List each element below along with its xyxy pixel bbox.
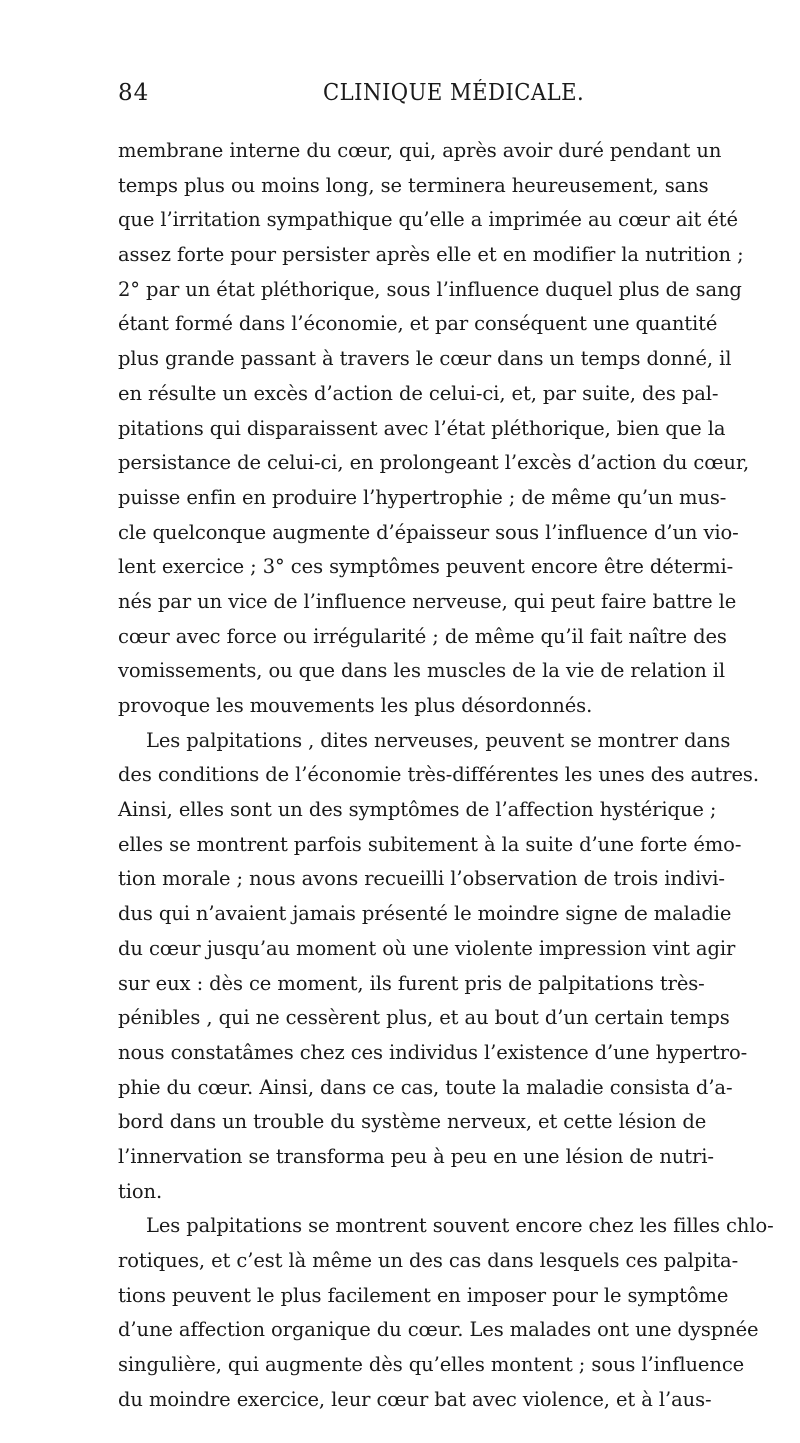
text-line: Les palpitations se montrent souvent encore chez les filles chlo- (146, 1214, 774, 1238)
text-line: elles se montrent parfois subitement à la suite d’une forte émo- (118, 832, 742, 856)
text-line: tions peuvent le plus facilement en imposer pour le symptôme (118, 1283, 729, 1307)
page-header (118, 80, 670, 120)
text-line: étant formé dans l’économie, et par conséquent une quantité (118, 312, 718, 336)
text-line: lent exercice ; 3° ces symptômes peuvent encore être détermi- (118, 555, 734, 579)
text-line: 2° par un état pléthorique, sous l’influence duquel plus de sang (118, 277, 742, 301)
text-line: nous constatâmes chez ces individus l’existence d’une hypertro- (118, 1040, 748, 1064)
text-line: puisse enfin en produire l’hypertrophie ; de même qu’un mus- (118, 485, 727, 509)
text-line: des conditions de l’économie très-différentes les unes des autres. (118, 763, 759, 787)
text-line: bord dans un trouble du système nerveux, et cette lésion de (118, 1110, 707, 1134)
text-line: membrane interne du cœur, qui, après avoir duré pendant un (118, 139, 722, 162)
text-line: cle quelconque augmente d’épaisseur sous l’influence d’un vio- (118, 520, 739, 544)
text-line: tion. (118, 1179, 163, 1203)
text-line: cœur avec force ou irrégularité ; de même qu’il fait naître des (118, 624, 727, 648)
text-line: nés par un vice de l’influence nerveuse, qui peut faire battre le (118, 589, 737, 613)
body-text (118, 134, 774, 1417)
text-line: du moindre exercice, leur cœur bat avec violence, et à l’aus- (118, 1387, 712, 1411)
text-line: temps plus ou moins long, se terminera heureusement, sans (118, 173, 709, 197)
text-line: tion morale ; nous avons recueilli l’observation de trois indivi- (118, 867, 725, 891)
text-line: que l’irritation sympathique qu’elle a imprimée au cœur ait été (118, 208, 738, 232)
text-line: sur eux : dès ce moment, ils furent pris de palpitations très- (118, 971, 705, 995)
running-title: CLINIQUE MÉDICALE. (323, 80, 585, 106)
text-line: rotiques, et c’est là même un des cas dans lesquels ces palpita- (118, 1249, 739, 1272)
text-line: d’une affection organique du cœur. Les malades ont une dyspnée (118, 1318, 759, 1342)
text-line: plus grande passant à travers le cœur dans un temps donné, il (118, 347, 732, 371)
text-line: persistance de celui-ci, en prolongeant l’excès d’action du cœur, (118, 451, 750, 475)
text-line: provoque les mouvements les plus désordonnés. (118, 694, 593, 717)
text-line: Ainsi, elles sont un des symptômes de l’affection hystérique ; (118, 798, 717, 822)
text-line: phie du cœur. Ainsi, dans ce cas, toute la maladie consista d’a- (118, 1075, 733, 1099)
text-line: pénibles , qui ne cessèrent plus, et au bout d’un certain temps (118, 1006, 730, 1030)
text-line: dus qui n’avaient jamais présenté le moindre signe de maladie (118, 902, 732, 926)
text-line: assez forte pour persister après elle et en modifier la nutrition ; (118, 243, 744, 267)
text-line: du cœur jusqu’au moment où une violente impression vint agir (118, 936, 736, 960)
page-number: 84 (118, 80, 150, 106)
text-line: en résulte un excès d’action de celui-ci, et, par suite, des pal- (118, 381, 719, 405)
text-line: vomissements, ou que dans les muscles de la vie de relation il (118, 659, 726, 683)
text-line: Les palpitations , dites nerveuses, peuvent se montrer dans (146, 728, 731, 752)
text-line: pitations qui disparaissent avec l’état pléthorique, bien que la (118, 416, 726, 440)
text-line: l’innervation se transforma peu à peu en une lésion de nutri- (118, 1144, 714, 1168)
text-line: singulière, qui augmente dès qu’elles montent ; sous l’influence (118, 1353, 745, 1377)
